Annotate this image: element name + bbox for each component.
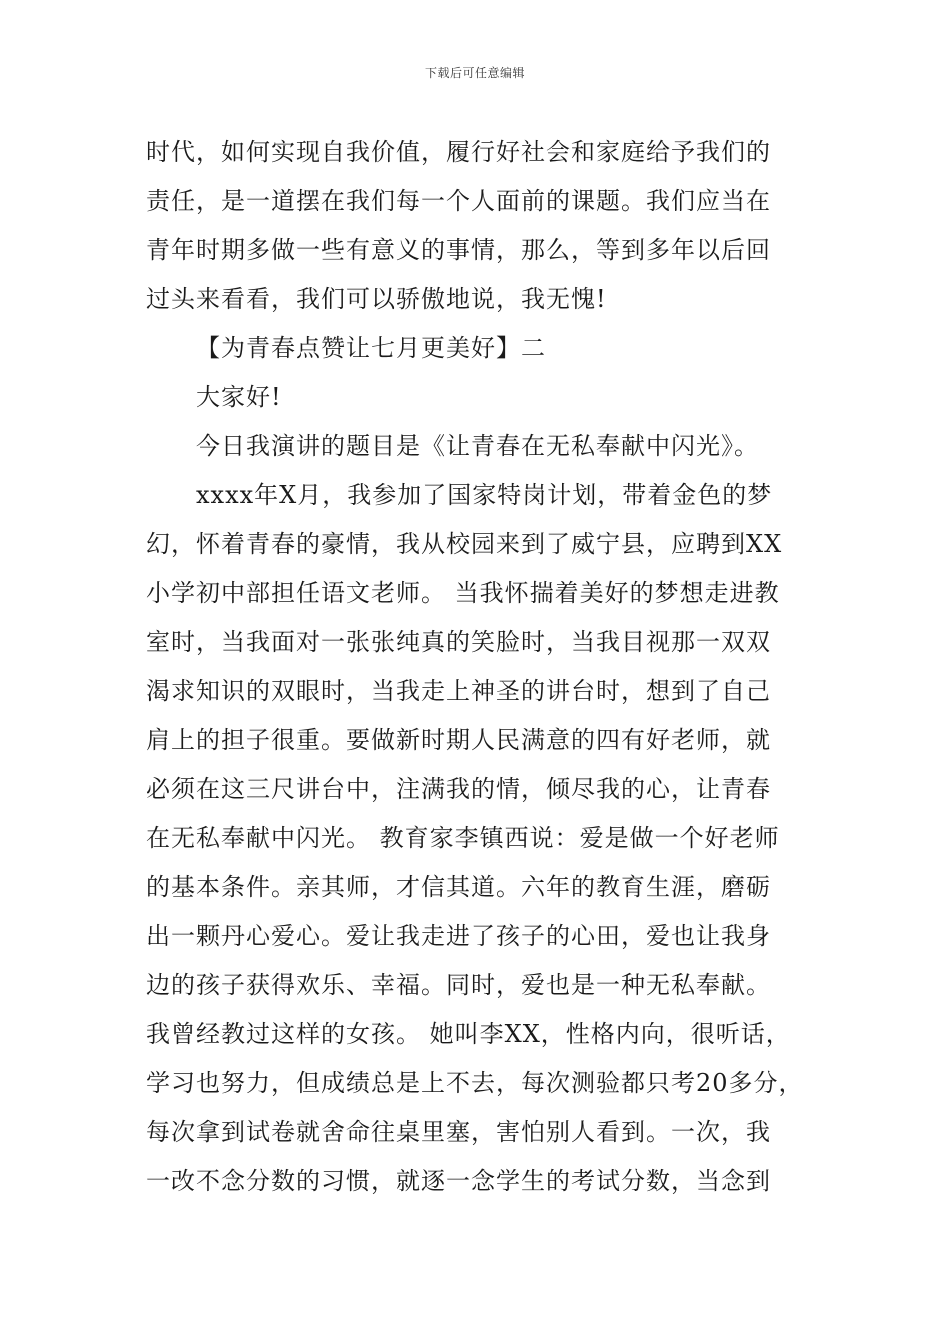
text-line: 的基本条件。亲其师，才信其道。六年的教育生涯，磨砺 <box>146 873 771 901</box>
text-line: 在无私奉献中闪光。 教育家李镇西说：爱是做一个好老师 <box>146 824 780 852</box>
text-line: 边的孩子获得欢乐、幸福。同时，爱也是一种无私奉献。 <box>146 971 771 999</box>
text-line: 一改不念分数的习惯，就逐一念学生的考试分数，当念到 <box>146 1167 771 1195</box>
text-line: 幻，怀着青春的豪情，我从校园来到了威宁县，应聘到XX <box>146 530 783 558</box>
page-header-note: 下载后可任意编辑 <box>424 66 525 80</box>
greeting-line: 大家好! <box>196 383 282 411</box>
text-line: 室时，当我面对一张张纯真的笑脸时，当我目视那一双双 <box>146 628 771 656</box>
text-line: 渴求知识的双眼时，当我走上神圣的讲台时，想到了自己 <box>146 677 771 705</box>
text-line: 我曾经教过这样的女孩。 她叫李XX，性格内向，很听话， <box>146 1020 791 1048</box>
section-heading: 【为青春点赞让七月更美好】二 <box>196 334 546 362</box>
text-line: 每次拿到试卷就舍命往桌里塞，害怕别人看到。一次，我 <box>146 1118 771 1146</box>
text-line: 学习也努力，但成绩总是上不去，每次测验都只考20多分， <box>146 1069 804 1097</box>
text-line: 肩上的担子很重。要做新时期人民满意的四有好老师，就 <box>146 726 771 754</box>
text-line: 出一颗丹心爱心。爱让我走进了孩子的心田，爱也让我身 <box>146 922 771 950</box>
document-body <box>146 128 826 1206</box>
paragraph-start-line: xxxx年X月，我参加了国家特岗计划，带着金色的梦 <box>196 481 773 509</box>
speech-title-line: 今日我演讲的题目是《让青春在无私奉献中闪光》。 <box>196 432 759 460</box>
text-line: 必须在这三尺讲台中，注满我的情，倾尽我的心，让青春 <box>146 775 771 803</box>
text-line: 责任，是一道摆在我们每一个人面前的课题。我们应当在 <box>146 187 771 215</box>
text-line: 过头来看看，我们可以骄傲地说，我无愧! <box>146 285 607 313</box>
text-line: 青年时期多做一些有意义的事情，那么，等到多年以后回 <box>146 236 771 264</box>
text-line: 时代，如何实现自我价值，履行好社会和家庭给予我们的 <box>146 138 771 166</box>
text-line: 小学初中部担任语文老师。 当我怀揣着美好的梦想走进教 <box>146 579 780 607</box>
